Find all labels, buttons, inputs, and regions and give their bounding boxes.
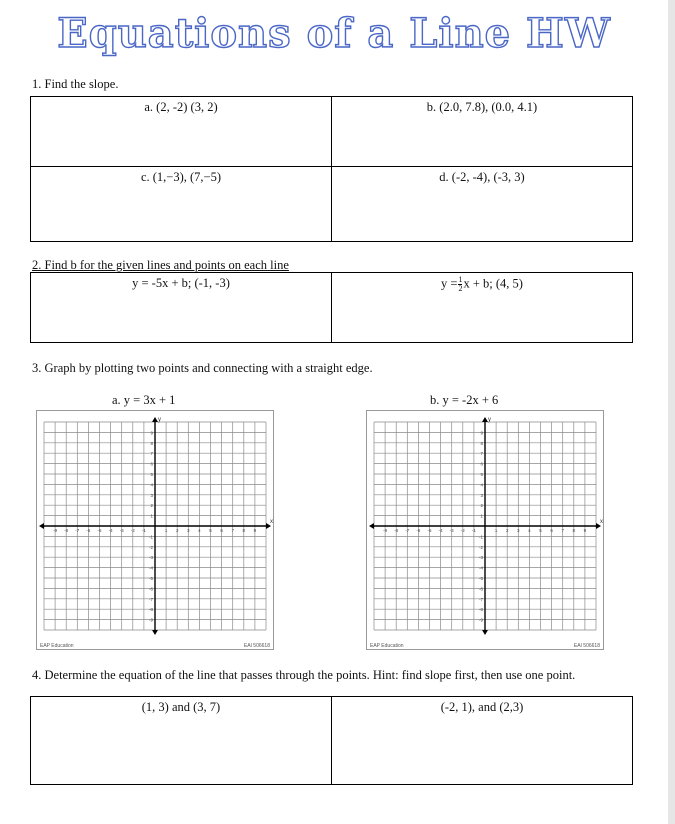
x-tick-label: -3 (119, 528, 124, 533)
x-tick-label: 9 (583, 528, 587, 533)
x-tick-label: -5 (97, 528, 102, 533)
x-tick-label: -9 (383, 528, 388, 533)
x-tick-label: 3 (517, 528, 520, 533)
q2-b-suffix: x + b; (4, 5) (463, 276, 523, 291)
y-tick-label: 7 (480, 451, 483, 457)
x-tick-label: -1 (471, 528, 476, 533)
y-tick-label: 4 (150, 482, 153, 488)
y-tick-label: 5 (480, 472, 483, 477)
x-tick-label: -8 (394, 528, 399, 533)
scrollbar[interactable] (668, 0, 675, 824)
y-tick-label: -1 (148, 534, 153, 540)
x-tick-label: 1 (494, 528, 498, 533)
y-tick-label: -9 (478, 617, 483, 623)
y-tick-label: 2 (150, 503, 153, 509)
q1-cell-a[interactable]: a. (2, -2) (3, 2) (31, 97, 332, 167)
graph-b[interactable] (366, 410, 604, 650)
y-tick-label: -9 (148, 617, 153, 623)
x-tick-label: 8 (572, 528, 576, 533)
y-axis-label: y (488, 417, 491, 423)
q2-b-frac-den: 2 (458, 284, 463, 293)
q3-label-a: a. y = 3x + 1 (112, 393, 176, 407)
x-tick-label: 3 (187, 528, 190, 533)
x-tick-label: 4 (528, 528, 531, 533)
x-tick-label: -9 (53, 528, 58, 533)
q1-prompt: 1. Find the slope. (32, 77, 119, 91)
x-tick-label: -5 (427, 528, 432, 533)
x-tick-label: 2 (175, 528, 179, 533)
q4-cell-b[interactable]: (-2, 1), and (2,3) (332, 697, 633, 785)
q2-b-fraction (458, 276, 462, 293)
page-title: Equations of a Line HW (57, 10, 611, 57)
x-axis-label: x (270, 519, 273, 525)
x-tick-label: -8 (64, 528, 69, 533)
x-tick-label: 1 (164, 528, 168, 533)
y-tick-label: 8 (150, 440, 153, 446)
y-tick-label: -1 (478, 534, 483, 540)
q4-prompt: 4. Determine the equation of the line that passes through the points. Hint: find slope first, then use one point. (32, 668, 576, 682)
y-axis-label: y (158, 417, 161, 423)
x-tick-label: 8 (242, 528, 246, 533)
q2-b-prefix: y = (441, 276, 458, 291)
y-tick-label: -5 (148, 576, 153, 581)
footer-right-label: EAI 506618 (573, 643, 600, 649)
x-tick-label: 7 (231, 528, 234, 533)
y-tick-label: -6 (478, 586, 483, 592)
q1-cell-c[interactable]: c. (1,−3), (7,−5) (31, 167, 332, 242)
y-tick-label: -7 (478, 596, 483, 602)
x-tick-label: -4 (108, 528, 113, 533)
y-tick-label: 2 (480, 503, 483, 509)
y-tick-label: 7 (150, 451, 153, 457)
x-tick-label: -2 (130, 528, 135, 533)
x-tick-label: -3 (449, 528, 454, 533)
y-tick-label: 6 (150, 461, 153, 467)
y-tick-label: -2 (478, 544, 483, 550)
x-tick-label: -4 (438, 528, 443, 533)
footer-left-label: EAP Education (370, 643, 404, 649)
footer-left-label: EAP Education (40, 643, 74, 649)
x-tick-label: -7 (405, 528, 410, 533)
y-tick-label: -4 (478, 565, 483, 571)
y-tick-label: 8 (480, 440, 483, 446)
y-tick-label: 1 (150, 513, 153, 519)
x-tick-label: 5 (209, 528, 212, 533)
q4-cell-a[interactable]: (1, 3) and (3, 7) (31, 697, 332, 785)
x-tick-label: -2 (460, 528, 465, 533)
y-tick-label: -6 (148, 586, 153, 592)
q2-cell-a[interactable]: y = -5x + b; (-1, -3) (31, 273, 332, 343)
q3-label-b: b. y = -2x + 6 (430, 393, 499, 407)
y-tick-label: -5 (478, 576, 483, 581)
q2-b-frac-num: 1 (458, 275, 463, 284)
y-tick-label: 4 (480, 482, 483, 488)
y-tick-label: -8 (478, 607, 483, 613)
y-tick-label: 9 (150, 430, 153, 436)
q2-table (30, 272, 633, 343)
y-tick-label: -2 (148, 544, 153, 550)
graph-a[interactable] (36, 410, 274, 650)
q1-cell-b[interactable]: b. (2.0, 7.8), (0.0, 4.1) (332, 97, 633, 167)
y-tick-label: -8 (148, 607, 153, 613)
y-tick-label: 5 (150, 472, 153, 477)
y-tick-label: -7 (148, 596, 153, 602)
q2-cell-b[interactable] (332, 273, 633, 343)
y-tick-label: 3 (480, 492, 483, 498)
y-tick-label: 1 (480, 513, 483, 519)
y-tick-label: 9 (480, 430, 483, 436)
y-tick-label: 6 (480, 461, 483, 467)
x-tick-label: 9 (253, 528, 257, 533)
q1-cell-d[interactable]: d. (-2, -4), (-3, 3) (332, 167, 633, 242)
x-tick-label: 5 (539, 528, 542, 533)
x-tick-label: 4 (198, 528, 201, 533)
q4-table (30, 696, 633, 785)
y-tick-label: -3 (478, 555, 483, 561)
x-tick-label: -6 (416, 528, 421, 533)
y-tick-label: -3 (148, 555, 153, 561)
y-tick-label: 3 (150, 492, 153, 498)
x-tick-label: 7 (561, 528, 564, 533)
x-tick-label: 6 (220, 528, 223, 533)
q1-table (30, 96, 633, 242)
x-tick-label: 6 (550, 528, 553, 533)
y-tick-label: -4 (148, 565, 153, 571)
footer-right-label: EAI 506618 (243, 643, 270, 649)
q3-prompt: 3. Graph by plotting two points and connecting with a straight edge. (32, 361, 373, 375)
q2-prompt: 2. Find b for the given lines and points on each line (32, 258, 289, 272)
x-tick-label: -6 (86, 528, 91, 533)
x-tick-label: -1 (141, 528, 146, 533)
x-tick-label: 2 (505, 528, 509, 533)
x-axis-label: x (600, 519, 603, 525)
x-tick-label: -7 (75, 528, 80, 533)
